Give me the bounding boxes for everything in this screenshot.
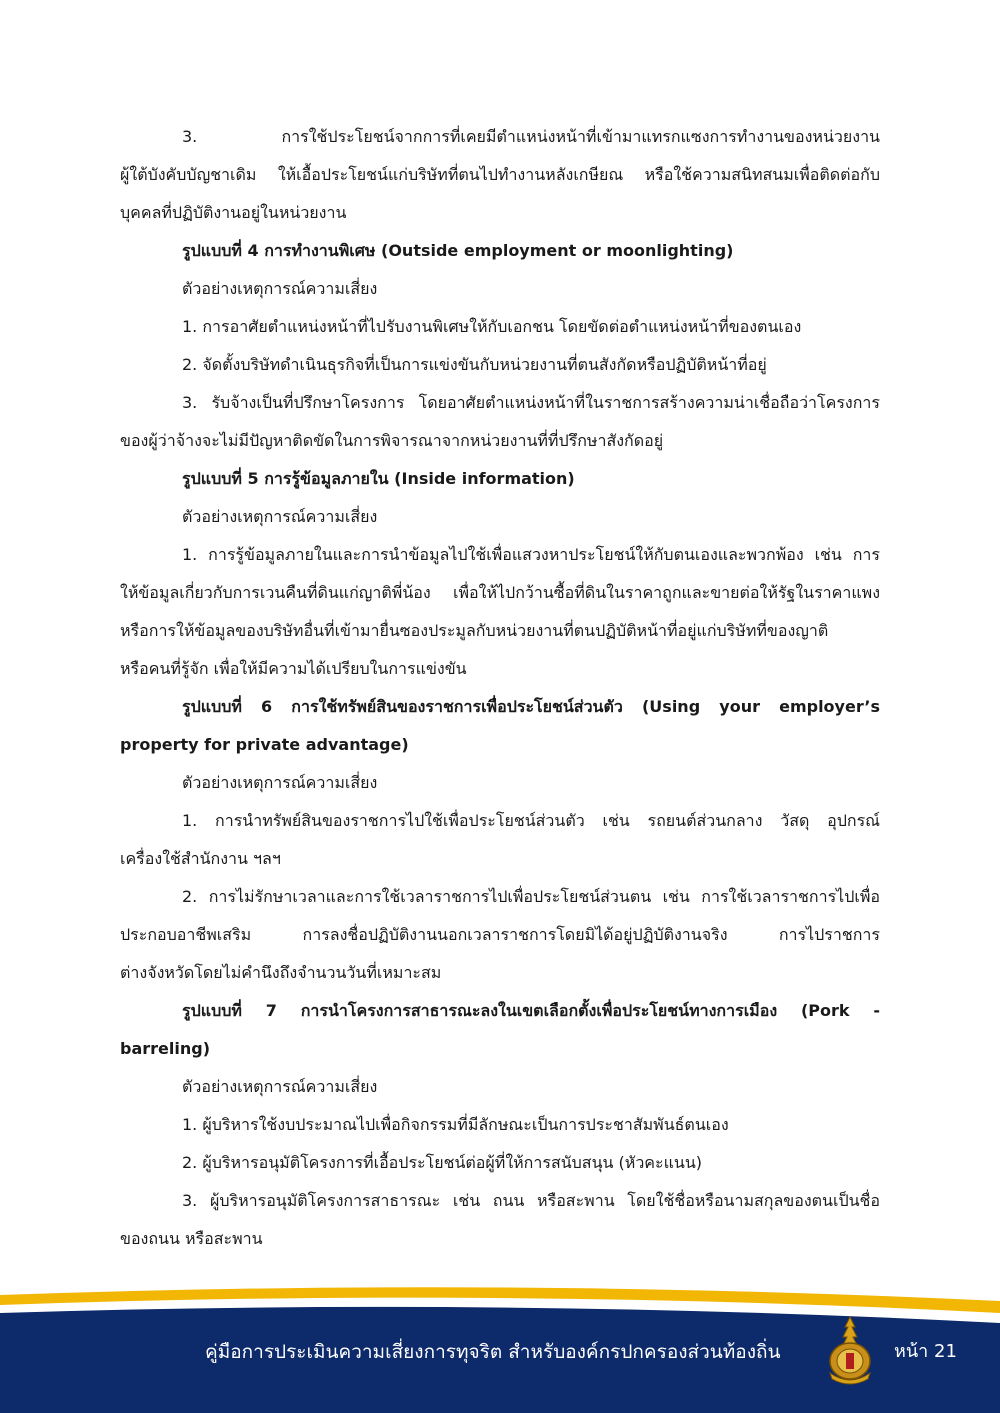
body-text-line: ประกอบอาชีพเสริม การลงชื่อปฏิบัติงานนอกเวลาราชการโดยมิได้อยู่ปฏิบัติงานจริง การไปราชการ [120, 925, 880, 944]
footer-title: คู่มือการประเมินความเสี่ยงการทุจริต สำหรับองค์กรปกครองส่วนท้องถิ่น [205, 1341, 781, 1363]
body-text-line: ของถนน หรือสะพาน [120, 1229, 263, 1248]
page-footer [0, 1283, 1000, 1413]
body-text-line: หรือการให้ข้อมูลของบริษัทอื่นที่เข้ามายื่นซองประมูลกับหน่วยงานที่ตนปฏิบัติหน้าที่อยู่แก่บริษัทที่ของญาติ [120, 621, 829, 640]
body-text-line: 3. ผู้บริหารอนุมัติโครงการสาธารณะ เช่น ถนน หรือสะพาน โดยใช้ชื่อหรือนามสกุลของตนเป็นชื่อ [182, 1191, 880, 1210]
emblem-icon [822, 1315, 878, 1387]
body-text-line: ต่างจังหวัดโดยไม่คำนึงถึงจำนวนวันที่เหมาะสม [120, 963, 442, 982]
body-text-line: ผู้ใต้บังคับบัญชาเดิม ให้เอื้อประโยชน์แก่บริษัทที่ตนไปทำงานหลังเกษียณ หรือใช้ความสนิทสนมเพื่อติดต่อกับ [120, 165, 880, 184]
document-body [120, 118, 880, 1258]
body-text-line: ตัวอย่างเหตุการณ์ความเสี่ยง [182, 1077, 378, 1096]
section-heading-line: รูปแบบที่ 4 การทำงานพิเศษ (Outside employment or moonlighting) [182, 241, 734, 260]
section-heading-line: barreling) [120, 1039, 211, 1058]
section-heading-line: รูปแบบที่ 7 การนำโครงการสาธารณะลงในเขตเลือกตั้งเพื่อประโยชน์ทางการเมือง (Pork - [182, 1001, 880, 1020]
section-heading-line: รูปแบบที่ 5 การรู้ข้อมูลภายใน (Inside information) [182, 469, 575, 488]
body-text-line: 1. การรู้ข้อมูลภายในและการนำข้อมูลไปใช้เพื่อแสวงหาประโยชน์ให้กับตนเองและพวกพ้อง เช่น การ [182, 545, 880, 564]
body-text-line: 2. จัดตั้งบริษัทดำเนินธุรกิจที่เป็นการแข่งขันกับหน่วยงานที่ตนสังกัดหรือปฏิบัติหน้าที่อยู่ [182, 355, 767, 374]
body-text-line: ของผู้ว่าจ้างจะไม่มีปัญหาติดขัดในการพิจารณาจากหน่วยงานที่ที่ปรึกษาสังกัดอยู่ [120, 431, 664, 450]
body-text-line: 3. รับจ้างเป็นที่ปรึกษาโครงการ โดยอาศัยตำแหน่งหน้าที่ในราชการสร้างความน่าเชื่อถือว่าโครงการ [182, 393, 880, 412]
body-text-line: ตัวอย่างเหตุการณ์ความเสี่ยง [182, 279, 378, 298]
section-heading-line: รูปแบบที่ 6 การใช้ทรัพย์สินของราชการเพื่อประโยชน์ส่วนตัว (Using your employer’s [182, 697, 880, 716]
body-text-line: 3. การใช้ประโยชน์จากการที่เคยมีตำแหน่งหน้าที่เข้ามาแทรกแซงการทำงานของหน่วยงาน [182, 127, 880, 146]
body-text-line: 2. ผู้บริหารอนุมัติโครงการที่เอื้อประโยชน์ต่อผู้ที่ให้การสนับสนุน (หัวคะแนน) [182, 1153, 703, 1172]
body-text-line: 2. การไม่รักษาเวลาและการใช้เวลาราชการไปเพื่อประโยชน์ส่วนตน เช่น การใช้เวลาราชการไปเพื่อ [182, 887, 880, 906]
body-text-line: 1. ผู้บริหารใช้งบประมาณไปเพื่อกิจกรรมที่มีลักษณะเป็นการประชาสัมพันธ์ตนเอง [182, 1115, 729, 1134]
body-text-line: หรือคนที่รู้จัก เพื่อให้มีความได้เปรียบในการแข่งขัน [120, 659, 467, 678]
body-text-line: 1. การอาศัยตำแหน่งหน้าที่ไปรับงานพิเศษให้กับเอกชน โดยขัดต่อตำแหน่งหน้าที่ของตนเอง [182, 317, 802, 336]
page-number: หน้า 21 [894, 1341, 957, 1362]
body-text-line: เครื่องใช้สำนักงาน ฯลฯ [120, 849, 281, 868]
section-heading-line: property for private advantage) [120, 735, 409, 754]
body-text-line: ตัวอย่างเหตุการณ์ความเสี่ยง [182, 507, 378, 526]
body-text-line: ตัวอย่างเหตุการณ์ความเสี่ยง [182, 773, 378, 792]
body-text-line: 1. การนำทรัพย์สินของราชการไปใช้เพื่อประโยชน์ส่วนตัว เช่น รถยนต์ส่วนกลาง วัสดุ อุปกรณ์ [182, 811, 880, 830]
body-text-line: ให้ข้อมูลเกี่ยวกับการเวนคืนที่ดินแก่ญาติพี่น้อง เพื่อให้ไปกว้านซื้อที่ดินในราคาถูกและขายต่อให้รัฐในราคาแพง [120, 583, 880, 602]
body-text-line: บุคคลที่ปฏิบัติงานอยู่ในหน่วยงาน [120, 203, 347, 222]
